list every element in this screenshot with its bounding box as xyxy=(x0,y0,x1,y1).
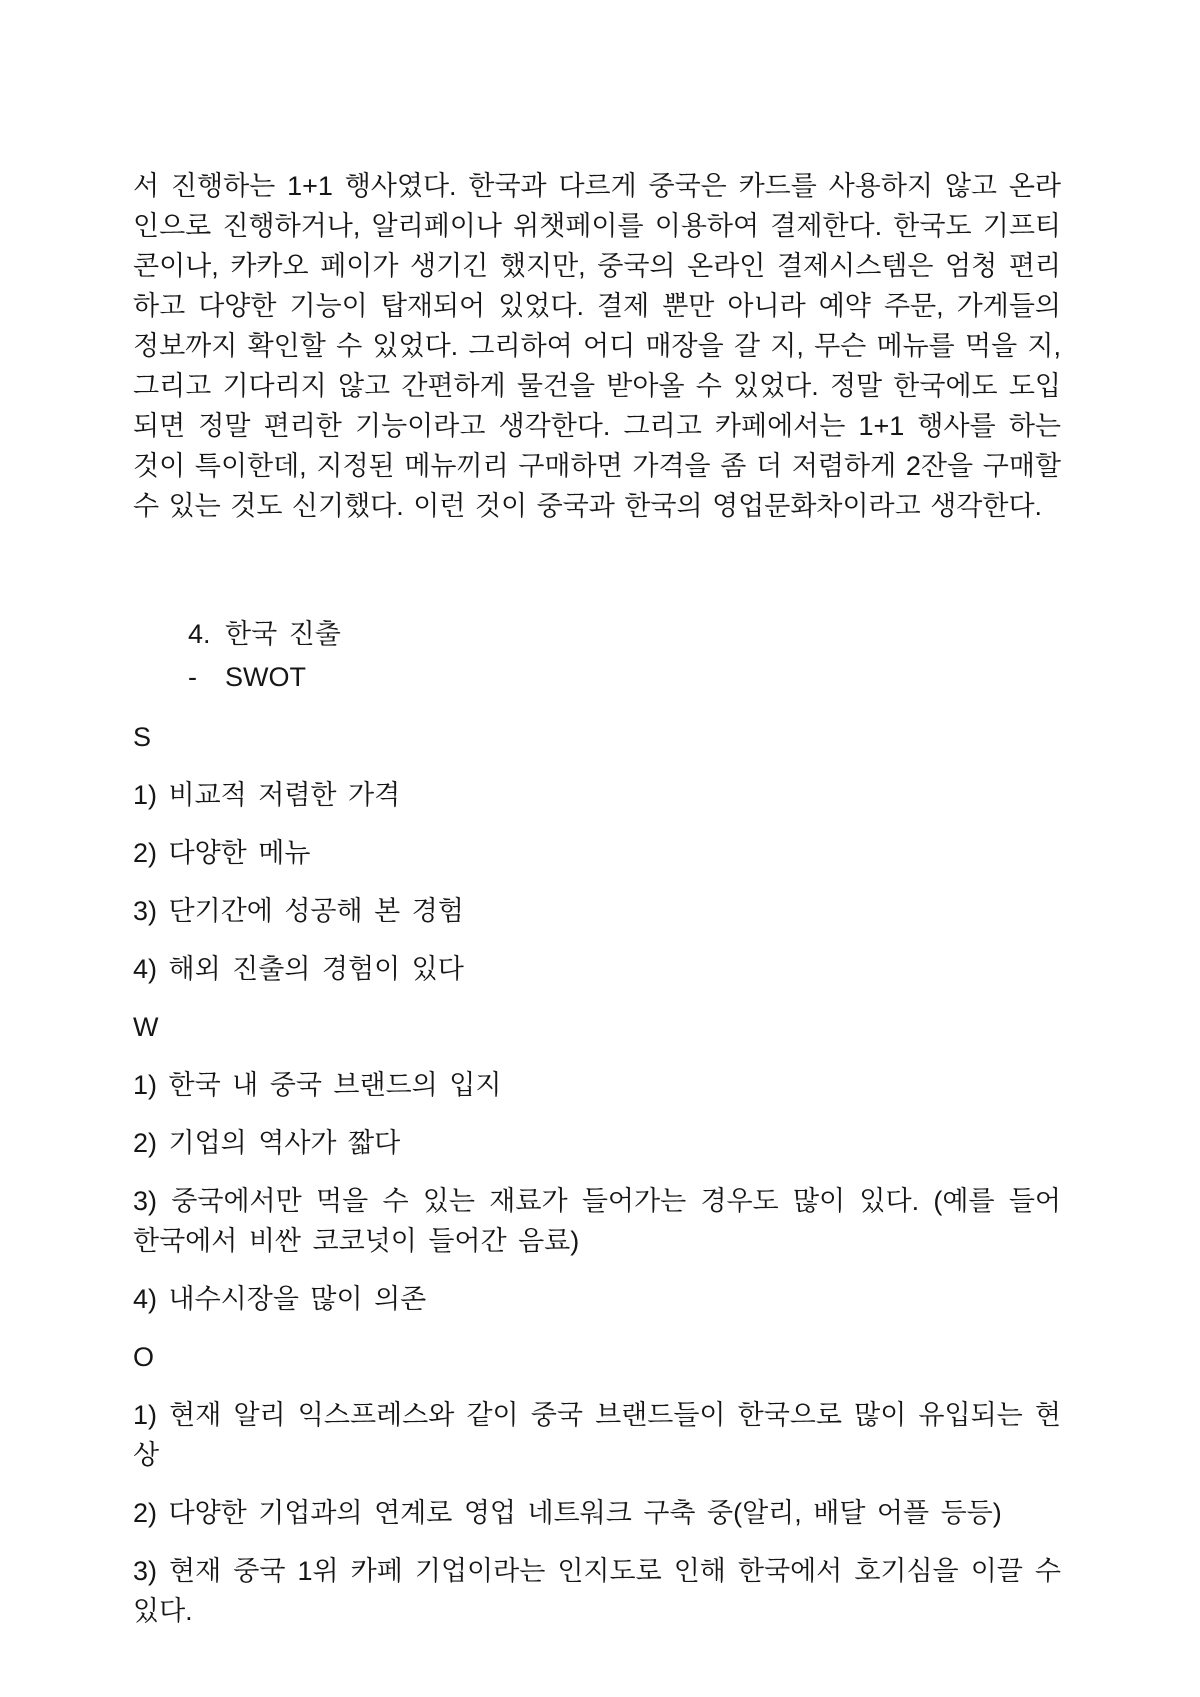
swot-strengths-heading: S xyxy=(133,722,152,752)
section-title: 한국 진출 xyxy=(225,619,341,649)
swot-opportunities-item: 1) 현재 알리 익스프레스와 같이 중국 브랜드들이 한국으로 많이 유입되는 현상 xyxy=(133,1400,1061,1470)
swot-weaknesses-item: 1) 한국 내 중국 브랜드의 입지 xyxy=(133,1070,502,1100)
swot-strengths-item: 2) 다양한 메뉴 xyxy=(133,838,311,868)
swot-strengths-item: 3) 단기간에 성공해 본 경험 xyxy=(133,896,464,926)
swot-weaknesses-heading: W xyxy=(133,1012,159,1042)
section-subtitle-line xyxy=(133,657,1061,697)
swot-weaknesses-item: 4) 내수시장을 많이 의존 xyxy=(133,1284,427,1314)
swot-opportunities-item: 2) 다양한 기업과의 연계로 영업 네트워크 구축 중(알리, 배달 어플 등등) xyxy=(133,1498,1002,1528)
document-content xyxy=(133,166,1061,1649)
section-dash: - xyxy=(188,662,197,692)
section-subtitle: SWOT xyxy=(225,662,306,692)
opening-paragraph: 서 진행하는 1+1 행사였다. 한국과 다르게 중국은 카드를 사용하지 않고 온라인으로 진행하거나, 알리페이나 위챗페이를 이용하여 결제한다. 한국도 기프티콘이나, 카카오 페이가 생기긴 했지만, 중국의 온라인 결제시스템은 엄청 편리하고 다양한 기능이 탑재되어 있었다. 결제 뿐만 아니라 예약 주문, 가게들의 정보까지 확인할 수 있었다. 그리하여 어디 매장을 갈 지, 무슨 메뉴를 먹을 지, 그리고 기다리지 않고 간편하게 물건을 받아올 수 있었다. 정말 한국에도 도입되면 정말 편리한 기능이라고 생각한다. 그리고 카페에서는 1+1 행사를 하는 것이 특이한데, 지정된 메뉴끼리 구매하면 가격을 좀 더 저렴하게 2잔을 구매할 수 있는 것도 신기했다. 이런 것이 중국과 한국의 영업문화차이라고 생각한다. xyxy=(133,171,1061,521)
section-heading-block xyxy=(133,614,1061,697)
swot-strengths-item: 4) 해외 진출의 경험이 있다 xyxy=(133,954,464,984)
swot-opportunities-heading: O xyxy=(133,1342,155,1372)
section-heading-line xyxy=(133,614,1061,654)
swot-strengths-item: 1) 비교적 저렴한 가격 xyxy=(133,780,401,810)
swot-weaknesses-item: 2) 기업의 역사가 짧다 xyxy=(133,1128,401,1158)
swot-opportunities-item: 3) 현재 중국 1위 카페 기업이라는 인지도로 인해 한국에서 호기심을 이끌 수 있다. xyxy=(133,1556,1061,1626)
swot-weaknesses-item: 3) 중국에서만 먹을 수 있는 재료가 들어가는 경우도 많이 있다. (예를 들어 한국에서 비싼 코코넛이 들어간 음료) xyxy=(133,1186,1061,1256)
section-number: 4. xyxy=(188,619,211,649)
swot-analysis xyxy=(133,717,1061,1631)
